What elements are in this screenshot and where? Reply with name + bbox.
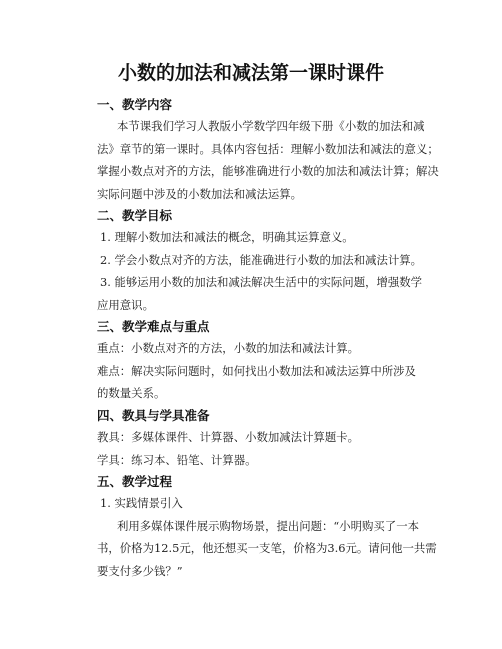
section-key-difficult-points (97, 318, 417, 336)
paragraph-line: 学具：练习本、铅笔、计算器。 (97, 452, 257, 467)
paragraph-line: 利用多媒体课件展示购物场景，提出问题：“小明购买了一本 (117, 518, 419, 533)
section-heading: 四、教具与学具准备 (97, 408, 210, 423)
paragraph-line: 要支付多少钱？” (97, 563, 183, 578)
section-teaching-goals (97, 207, 417, 225)
paragraph-line: 重点：小数点对齐的方法，小数的加法和减法计算。 (97, 341, 359, 355)
section-body (97, 226, 423, 316)
list-item: 3. 能够运用小数的加法和减法解决生活中的实际问题，增强数学 (100, 275, 423, 289)
paragraph-line: 应用意识。 (97, 297, 154, 312)
section-body (97, 492, 437, 582)
section-teaching-process (97, 473, 417, 491)
paragraph-line: 的数量关系。 (97, 386, 166, 400)
section-body (97, 115, 439, 205)
section-heading: 二、教学目标 (97, 208, 173, 223)
paragraph-line: 教具：多媒体课件、计算器、小数加减法计算题卡。 (97, 430, 359, 444)
list-item: 2. 学会小数点对齐的方法，能准确进行小数的加法和减法计算。 (100, 252, 423, 267)
paragraph-line: 掌握小数点对齐的方法，能够准确进行小数的加法和减法计算；解决 (97, 164, 439, 178)
paragraph-line: 实际问题中涉及的小数加法和减法运算。 (97, 186, 303, 201)
section-body (97, 337, 417, 405)
list-item: 1. 实践情景引入 (100, 496, 183, 510)
document-title: 小数的加法和减法第一课时课件 (117, 62, 384, 84)
section-heading: 一、教学内容 (97, 97, 173, 112)
section-body (97, 426, 417, 471)
section-teaching-aids (97, 407, 417, 425)
list-item: 1. 理解小数加法和减法的概念，明确其运算意义。 (100, 230, 354, 244)
paragraph-line: 本节课我们学习人教版小学数学四年级下册《小数的加法和减 (117, 119, 425, 133)
section-heading: 五、教学过程 (97, 474, 173, 489)
paragraph-line: 难点：解决实际问题时，如何找出小数加法和减法运算中所涉及 (97, 363, 416, 378)
paragraph-line: 法》章节的第一课时。具体内容包括：理解小数加法和减法的意义； (97, 141, 439, 156)
section-teaching-content (97, 96, 417, 114)
section-heading: 三、教学难点与重点 (97, 319, 210, 334)
paragraph-line: 书，价格为12.5元，他还想买一支笔，价格为3.6元。请问他一共需 (97, 541, 437, 555)
